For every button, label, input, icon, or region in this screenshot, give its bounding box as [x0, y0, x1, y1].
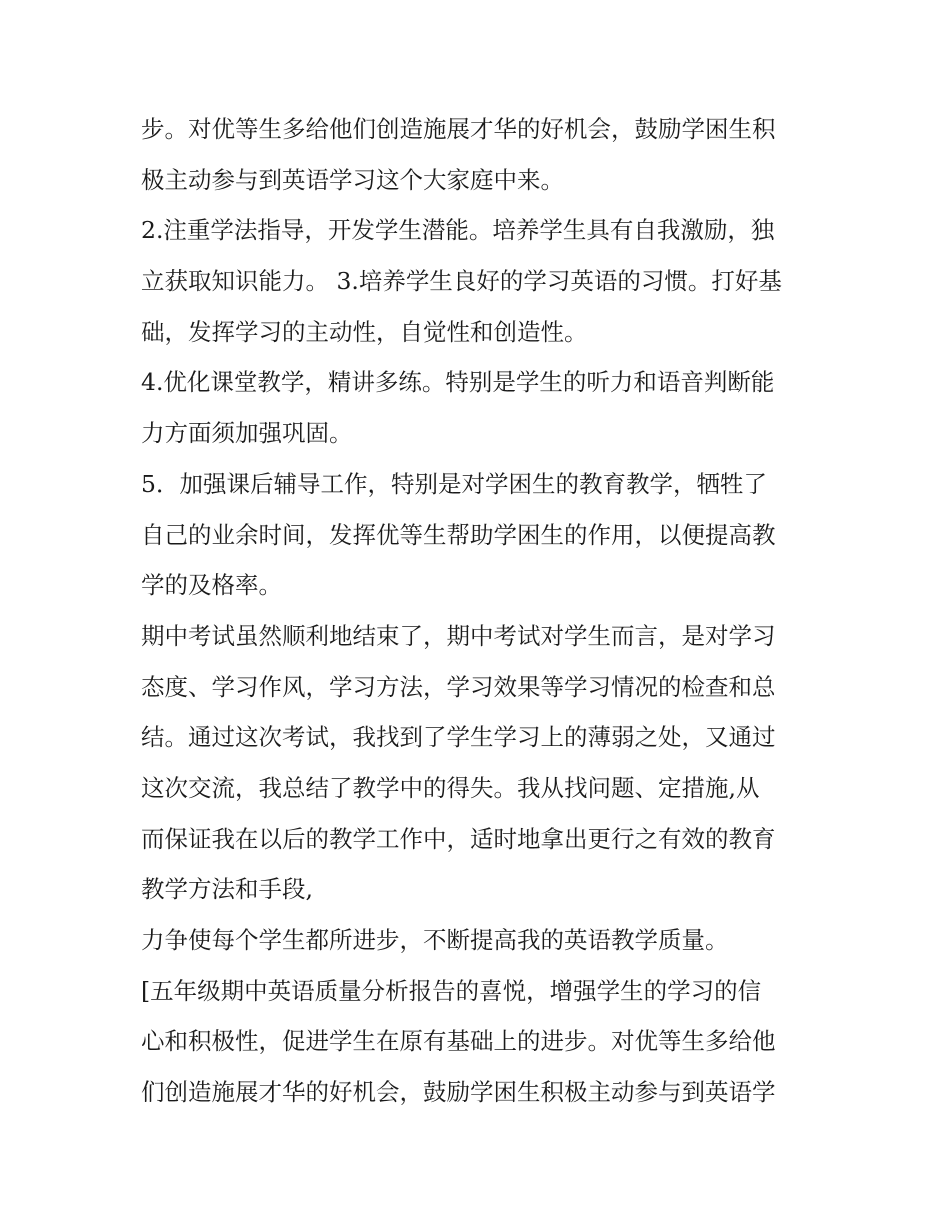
- text-line: 自己的业余时间，发挥优等生帮助学困生的作用，以便提高教: [141, 520, 776, 549]
- text-line: [五年级期中英语质量分析报告的喜悦，增强学生的学习的信: [141, 976, 762, 1005]
- text-line: 态度、学习作风，学习方法，学习效果等学习情况的检查和总: [141, 672, 776, 701]
- text-line: 学的及格率。: [141, 571, 282, 600]
- text-line: 期中考试虽然顺利地结束了，期中考试对学生而言，是对学习: [141, 621, 776, 650]
- text-line: 4.优化课堂教学，精讲多练。特别是学生的听力和语音判断能: [141, 368, 775, 397]
- text-line: 力争使每个学生都所进步，不断提高我的英语教学质量。: [141, 926, 729, 954]
- text-line: 立获取知识能力。 3.培养学生良好的学习英语的习惯。打好基: [141, 267, 782, 296]
- text-line: 础，发挥学习的主动性，自觉性和创造性。: [141, 317, 588, 346]
- text-line: 2.注重学法指导，开发学生潜能。培养学生具有自我激励，独: [141, 216, 775, 245]
- document-body: [141, 104, 821, 1118]
- text-line: 这次交流，我总结了教学中的得失。我从找问题、定措施,从: [141, 773, 760, 802]
- text-line: 们创造施展才华的好机会，鼓励学困生积极主动参与到英语学: [141, 1078, 776, 1107]
- text-line: 5．加强课后辅导工作，特别是对学困生的教育教学，牺牲了: [141, 469, 767, 498]
- text-line: 步。对优等生多给他们创造施展才华的好机会，鼓励学困生积: [141, 115, 776, 143]
- text-line: 教学方法和手段,: [141, 875, 313, 904]
- text-line: 心和积极性，促进学生在原有基础上的进步。对优等生多给他: [141, 1027, 776, 1056]
- text-line: 力方面须加强巩固。: [141, 419, 353, 448]
- text-line: 结。通过这次考试，我找到了学生学习上的薄弱之处，又通过: [141, 723, 776, 752]
- text-line: 极主动参与到英语学习这个大家庭中来。: [141, 165, 564, 194]
- text-line: 而保证我在以后的教学工作中，适时地拿出更行之有效的教育: [141, 824, 776, 853]
